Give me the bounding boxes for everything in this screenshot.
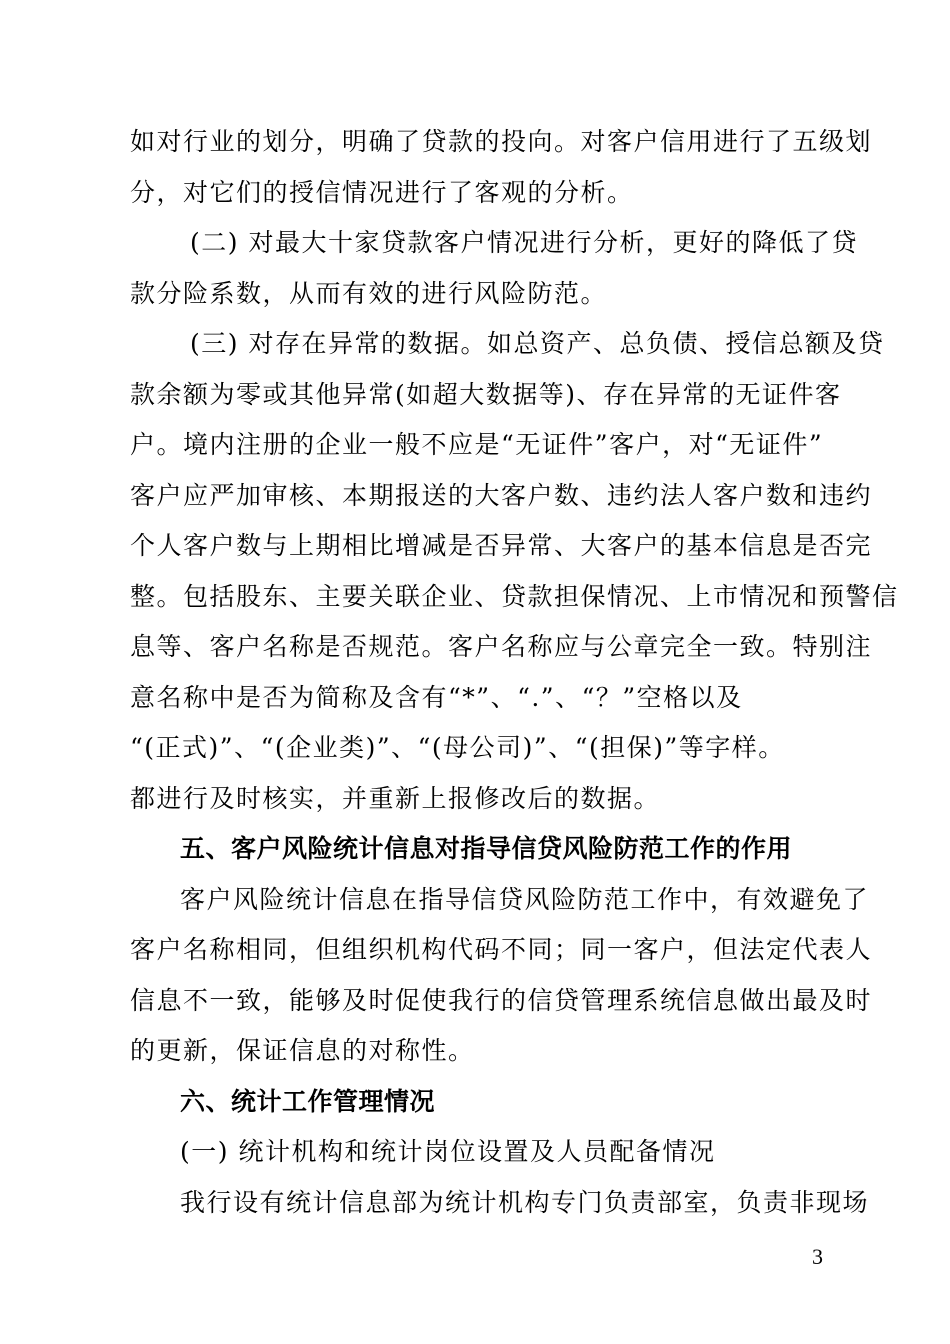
paragraph-line: 的更新，保证信息的对称性。 — [130, 1036, 475, 1065]
paragraph-line: “(正式)”、“(企业类)”、“(母公司)”、“(担保)”等字样。 — [130, 733, 785, 762]
paragraph-line: 客户应严加审核、本期报送的大客户数、违约法人客户数和违约 — [130, 480, 873, 510]
paragraph-line: 意名称中是否为简称及含有“*”、“.”、“？”空格以及 — [130, 682, 743, 712]
paragraph-line: 息等、客户名称是否规范。客户名称应与公章完全一致。特别注 — [130, 632, 873, 661]
paragraph-line: 分，对它们的授信情况进行了客观的分析。 — [130, 177, 634, 207]
section-heading: 六、统计工作管理情况 — [180, 1086, 436, 1116]
paragraph-line: (二) 对最大十家贷款客户情况进行分析，更好的降低了贷 — [190, 228, 858, 257]
paragraph-line: 信息不一致，能够及时促使我行的信贷管理系统信息做出最及时 — [130, 985, 873, 1015]
subsection-heading: (一) 统计机构和统计岗位设置及人员配备情况 — [180, 1137, 716, 1166]
paragraph-line: 我行设有统计信息部为统计机构专门负责部室，负责非现场 — [180, 1187, 870, 1217]
paragraph-line: (三) 对存在异常的数据。如总资产、总负债、授信总额及贷 — [190, 329, 885, 358]
section-heading: 五、客户风险统计信息对指导信贷风险防范工作的作用 — [180, 834, 793, 863]
paragraph-line: 个人客户数与上期相比增减是否异常、大客户的基本信息是否完 — [130, 531, 873, 560]
paragraph-line: 客户名称相同，但组织机构代码不同；同一客户，但法定代表人 — [130, 935, 873, 964]
paragraph-line: 客户风险统计信息在指导信贷风险防范工作中，有效避免了 — [180, 884, 870, 914]
page-number: 3 — [812, 1244, 823, 1269]
paragraph-line: 户。境内注册的企业一般不应是“无证件”客户，对“无证件” — [130, 430, 824, 459]
paragraph-line: 整。包括股东、主要关联企业、贷款担保情况、上市情况和预警信 — [130, 581, 899, 611]
paragraph-line: 如对行业的划分，明确了贷款的投向。对客户信用进行了五级划 — [130, 127, 873, 156]
paragraph-line: 款分险系数，从而有效的进行风险防范。 — [130, 278, 608, 308]
paragraph-line: 都进行及时核实，并重新上报修改后的数据。 — [130, 783, 661, 813]
paragraph-line: 款余额为零或其他异常(如超大数据等)、存在异常的无证件客 — [130, 379, 842, 409]
document-body — [130, 117, 899, 1228]
